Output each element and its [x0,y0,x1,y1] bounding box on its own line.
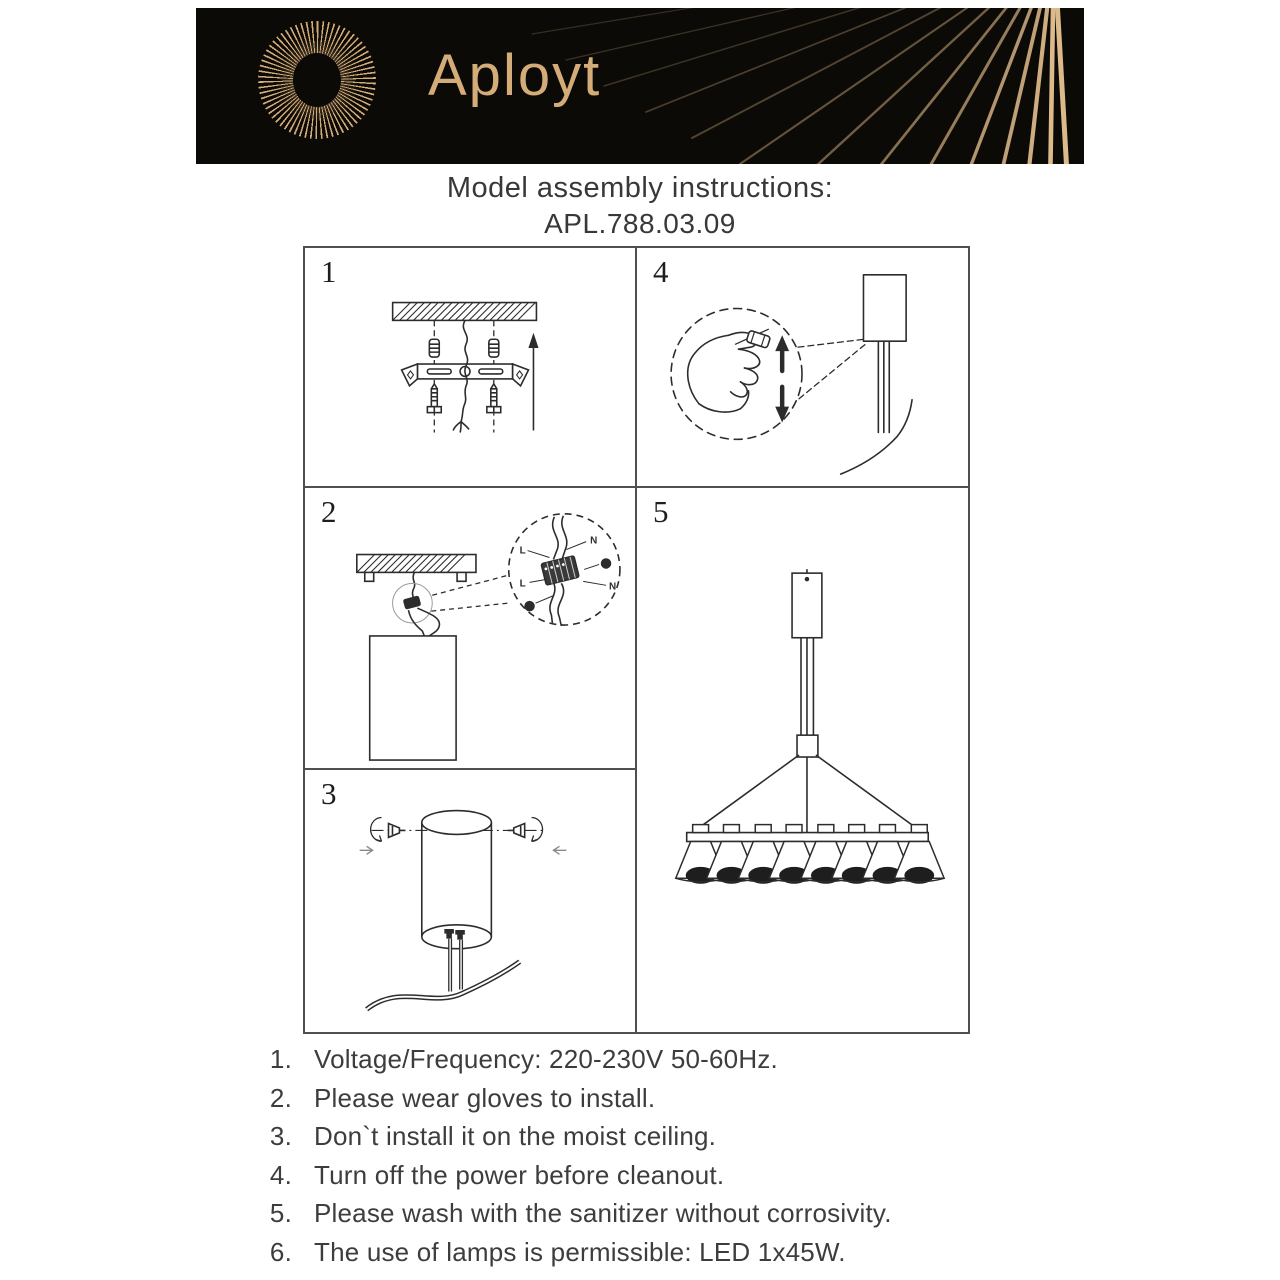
wire-connector [404,596,421,608]
cylinder-shade [422,811,492,949]
step-1-illustration [305,248,635,486]
up-down-arrows-icon [775,335,789,422]
suspension-cables [801,638,813,735]
canopy-box [370,636,456,760]
anchor-icon [429,339,498,357]
brand-banner [196,8,1084,164]
instruction-item [256,1040,1076,1079]
canopy-box [863,275,906,341]
insert-arrow-icon [360,846,567,854]
earth-ground-icon [602,559,611,568]
item-number: 4. [269,1159,292,1190]
step-3-illustration [305,770,635,1032]
hand-adjusting [688,329,771,412]
model-code: APL.788.03.09 [544,208,736,239]
ceiling-canopy [792,573,822,638]
assembly-step-panel-3 [305,770,637,1032]
lamp-bar [687,833,929,842]
item-number: 1. [269,1044,292,1074]
brand-name: Aployt [428,43,602,108]
panel-number: 1 [321,254,337,289]
step-4-illustration [637,248,966,486]
assembly-step-panel-1 [305,248,637,488]
junction-block [797,735,818,757]
instruction-item [256,1233,1076,1272]
assembly-step-panel-2 [305,488,637,770]
step-5-illustration [637,488,966,1032]
item-number: 5. [269,1198,292,1229]
earth-ground-icon [525,602,534,611]
power-cord [367,962,520,1010]
wire-label-live: L [519,545,526,557]
safety-instructions-list [256,1040,1076,1272]
instruction-item [256,1194,1076,1233]
instruction-item [256,1156,1076,1195]
item-text: Please wear gloves to install. [314,1082,656,1113]
assembly-step-panel-5 [637,488,968,1032]
wire-label-neutral: N [590,535,598,547]
starburst-logo-icon [258,21,376,139]
assembly-step-panel-4 [637,248,968,488]
item-text: Don`t install it on the moist ceiling. [314,1121,717,1152]
suspension-strings [690,755,926,835]
panel-number: 2 [321,494,337,529]
title-block [0,172,1280,240]
item-number: 6. [269,1236,292,1267]
panel-number: 3 [321,776,337,811]
terminal-block [541,556,579,585]
panel-number: 4 [653,254,669,289]
item-text: Please wash with the sanitizer without corrosivity. [314,1198,892,1229]
item-number: 3. [269,1121,292,1152]
item-text: Voltage/Frequency: 220-230V 50-60Hz. [314,1044,778,1074]
assembly-diagram-grid [303,246,970,1034]
power-cord [841,400,912,474]
starburst-center [293,53,341,107]
instructions-title: Model assembly instructions: [446,172,834,204]
item-text: The use of lamps is permissible: LED 1x45W. [314,1236,846,1267]
wire-label-neutral: N [609,581,617,593]
step-2-illustration [305,488,635,768]
item-text: Turn off the power before cleanout. [314,1159,725,1190]
instruction-item [256,1079,1076,1118]
item-number: 2. [269,1082,292,1113]
panel-number: 5 [653,494,669,529]
decorative-rays-icon [524,8,1084,164]
wire-label-live: L [519,578,526,590]
instruction-item [256,1117,1076,1156]
